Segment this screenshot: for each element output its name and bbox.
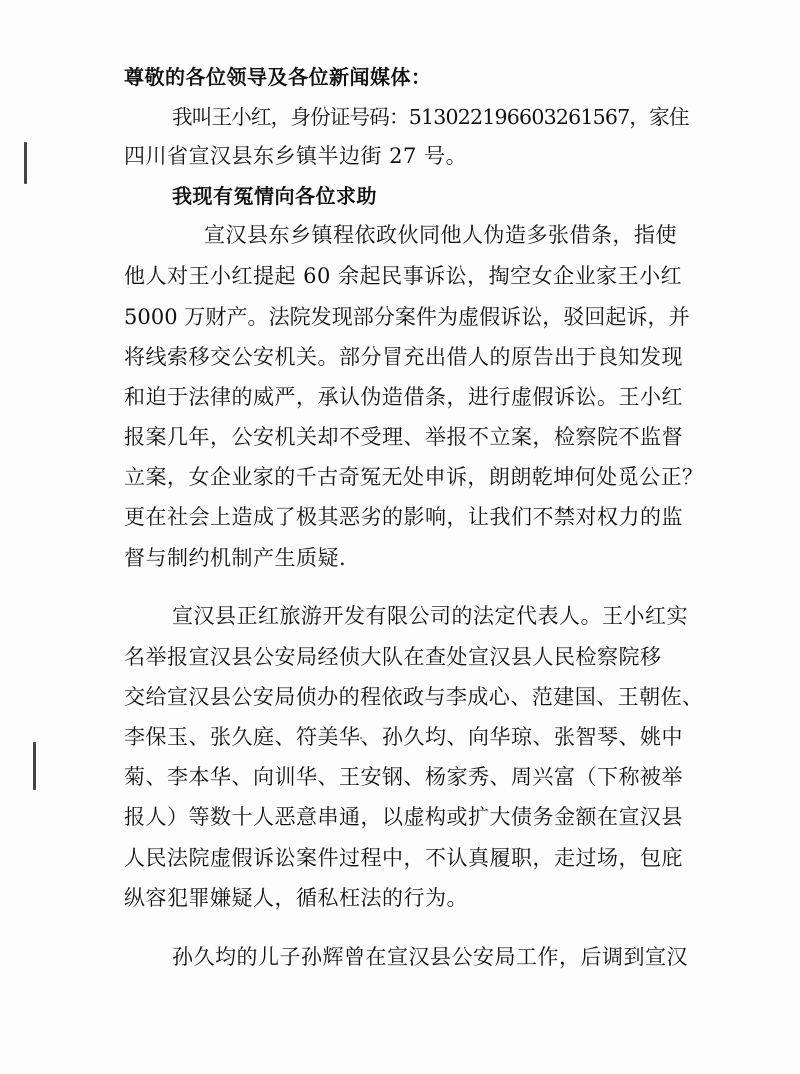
para1-line-3: 5000 万财产。法院发现部分案件为虚假诉讼，驳回起诉，并 <box>124 305 690 329</box>
para2-line-2: 名举报宣汉县公安局经侦大队在查处宣汉县人民检察院移 <box>124 645 662 669</box>
para2-line-3: 交给宣汉县公安局侦办的程依政与李成心、范建国、王朝佐、 <box>124 685 704 709</box>
section-heading: 我现有冤情向各位求助 <box>172 184 377 208</box>
para2-line-7: 人民法院虚假诉讼案件过程中，不认真履职，走过场，包庇 <box>124 846 683 870</box>
para1-line-5: 和迫于法律的威严，承认伪造借条，进行虚假诉讼。王小红 <box>124 385 683 409</box>
para2-line-8: 纵容犯罪嫌疑人，循私枉法的行为。 <box>124 886 468 910</box>
para1-line-6: 报案几年，公安机关却不受理、举报不立案，检察院不监督 <box>124 425 683 449</box>
para1-line-8: 更在社会上造成了极其恶劣的影响，让我们不禁对权力的监 <box>124 505 683 529</box>
para2-line-1: 宣汉县正红旅游开发有限公司的法定代表人。王小红实 <box>172 604 688 628</box>
intro-line-1-text: 我叫王小红，身份证号码：513022196603261567，家住 <box>172 105 689 129</box>
binding-mark-bottom <box>33 742 36 790</box>
para1-line-9: 督与制约机制产生质疑. <box>124 546 347 570</box>
intro-line-2: 四川省宣汉县东乡镇半边街 27 号。 <box>124 144 468 168</box>
para1-line-4: 将线索移交公安机关。部分冒充出借人的原告出于良知发现 <box>124 345 683 369</box>
para2-line-5: 菊、李本华、向训华、王安钢、杨家秀、周兴富（下称被举 <box>124 765 683 789</box>
binding-mark-top <box>24 142 27 184</box>
para1-line-2: 他人对王小红提起 60 余起民事诉讼，掏空女企业家王小红 <box>124 264 683 288</box>
para1-line-7: 立案，女企业家的千古奇冤无处申诉，朗朗乾坤何处觅公正？ <box>124 465 704 489</box>
para2-line-6: 报人）等数十人恶意串通，以虚构或扩大债务金额在宣汉县 <box>124 805 683 829</box>
intro-line-1 <box>172 104 690 130</box>
para2-line-4: 李保玉、张久庭、符美华、孙久均、向华琼、张智琴、姚中 <box>124 725 683 749</box>
para3-line-1: 孙久均的儿子孙辉曾在宣汉县公安局工作，后调到宣汉 <box>172 945 688 969</box>
para1-line-1: 宣汉县东乡镇程依政伙同他人伪造多张借条，指使 <box>204 223 677 247</box>
salutation: 尊敬的各位领导及各位新闻媒体： <box>124 65 432 89</box>
